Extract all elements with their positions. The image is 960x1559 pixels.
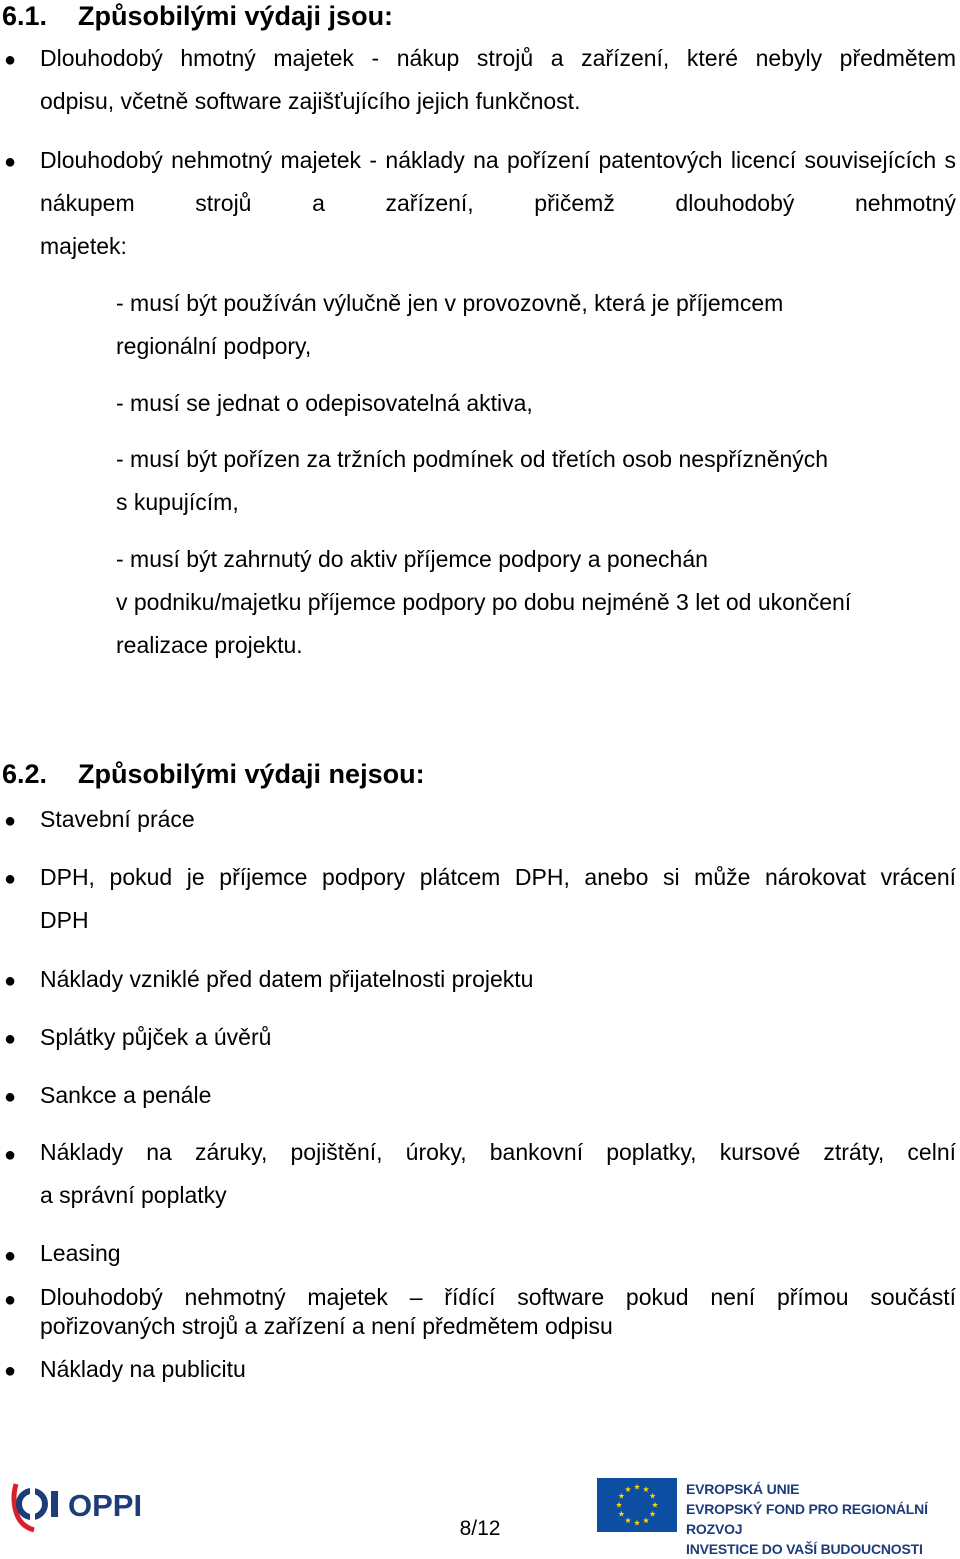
bullet-icon: ● bbox=[3, 1086, 17, 1108]
condition-line: s kupujícím, bbox=[116, 489, 239, 515]
condition-line: v podniku/majetku příjemce podpory po dobu nejméně 3 let od ukončení bbox=[116, 589, 852, 615]
bullet-icon: ● bbox=[3, 1028, 17, 1050]
item-line: Náklady na záruky, pojištění, úroky, bankovní poplatky, kursové ztráty, celní bbox=[40, 1139, 956, 1165]
list-item-hmotny-majetek bbox=[40, 37, 956, 123]
bullet-icon: ● bbox=[3, 1289, 17, 1311]
bullet-icon: ● bbox=[3, 49, 17, 71]
bullet-icon: ● bbox=[3, 868, 17, 890]
eu-text-line: INVESTICE DO VAŠÍ BUDOUCNOSTI bbox=[686, 1541, 923, 1557]
section-number: 6.1. bbox=[2, 1, 48, 31]
list-item-sankce: Sankce a penále bbox=[40, 1082, 212, 1108]
eu-text-line: EVROPSKÁ UNIE bbox=[686, 1481, 800, 1497]
item-line: DPH, pokud je příjemce podpory plátcem DPH, anebo si může nárokovat vrácení bbox=[40, 864, 956, 890]
item-line: majetek: bbox=[40, 233, 127, 259]
item-line: a správní poplatky bbox=[40, 1182, 227, 1208]
list-item-splatky: Splátky půjček a úvěrů bbox=[40, 1024, 272, 1050]
bullet-icon: ● bbox=[3, 151, 17, 173]
list-item-dph bbox=[40, 856, 956, 942]
list-item-leasing: Leasing bbox=[40, 1240, 121, 1266]
section-heading-6-2 bbox=[2, 758, 425, 790]
eu-text-line: EVROPSKÝ FOND PRO REGIONÁLNÍ ROZVOJ bbox=[686, 1501, 928, 1537]
item-line: Dlouhodobý nehmotný majetek - náklady na pořízení patentových licencí bbox=[40, 147, 797, 173]
eu-flag bbox=[597, 1478, 677, 1537]
section-title: Způsobilými výdaji nejsou: bbox=[78, 759, 425, 789]
item-line: DPH bbox=[40, 907, 89, 933]
oppi-logo-text: OPPI bbox=[68, 1488, 143, 1523]
condition-zahrnuty-do-aktiv bbox=[116, 538, 916, 667]
eu-logo-text bbox=[686, 1479, 956, 1559]
condition-line: - musí být používán výlučně jen v provozovně, která je příjemcem bbox=[116, 290, 784, 316]
condition-line: - musí být pořízen za tržních podmínek od třetích osob nespřízněných bbox=[116, 446, 829, 472]
condition-line: realizace projektu. bbox=[116, 632, 303, 658]
bullet-icon: ● bbox=[3, 1144, 17, 1166]
condition-line: - musí se jednat o odepisovatelná aktiva, bbox=[116, 390, 533, 416]
section-number: 6.2. bbox=[2, 759, 48, 789]
list-item-ridici-software bbox=[40, 1283, 956, 1341]
page-number: 8/12 bbox=[459, 1517, 501, 1540]
bullet-icon: ● bbox=[3, 1360, 17, 1382]
list-item-zaruky-pojisteni bbox=[40, 1131, 956, 1217]
item-line: souvisejících s nákupem strojů a zařízení, přičemž dlouhodobý nehmotný bbox=[40, 147, 957, 216]
eu-flag-icon bbox=[597, 1478, 677, 1532]
condition-line: regionální podpory, bbox=[116, 333, 312, 359]
condition-trzni-podminky bbox=[116, 438, 916, 524]
list-item-nehmotny-majetek bbox=[40, 139, 956, 268]
item-line: Dlouhodobý nehmotný majetek – řídící software pokud není přímou součástí bbox=[40, 1284, 956, 1310]
bullet-icon: ● bbox=[3, 810, 17, 832]
section-heading-6-1 bbox=[2, 0, 393, 32]
condition-provozovna bbox=[116, 282, 916, 368]
section-title: Způsobilými výdaji jsou: bbox=[78, 1, 394, 31]
list-item-stavebni-prace: Stavební práce bbox=[40, 806, 195, 832]
condition-line: - musí být zahrnutý do aktiv příjemce podpory a ponechán bbox=[116, 546, 708, 572]
item-line: pořizovaných strojů a zařízení a není předmětem odpisu bbox=[40, 1313, 613, 1339]
list-item-publicita: Náklady na publicitu bbox=[40, 1356, 246, 1382]
list-item-naklady-pred-datem: Náklady vzniklé před datem přijatelnosti projektu bbox=[40, 966, 534, 992]
bullet-icon: ● bbox=[3, 1245, 17, 1267]
item-line: Dlouhodobý hmotný majetek - nákup strojů a zařízení, které nebyly předmětem bbox=[40, 45, 956, 71]
condition-odepisovatelna bbox=[116, 382, 916, 425]
bullet-icon: ● bbox=[3, 970, 17, 992]
item-line: odpisu, včetně software zajišťujícího jejich funkčnost. bbox=[40, 88, 581, 114]
